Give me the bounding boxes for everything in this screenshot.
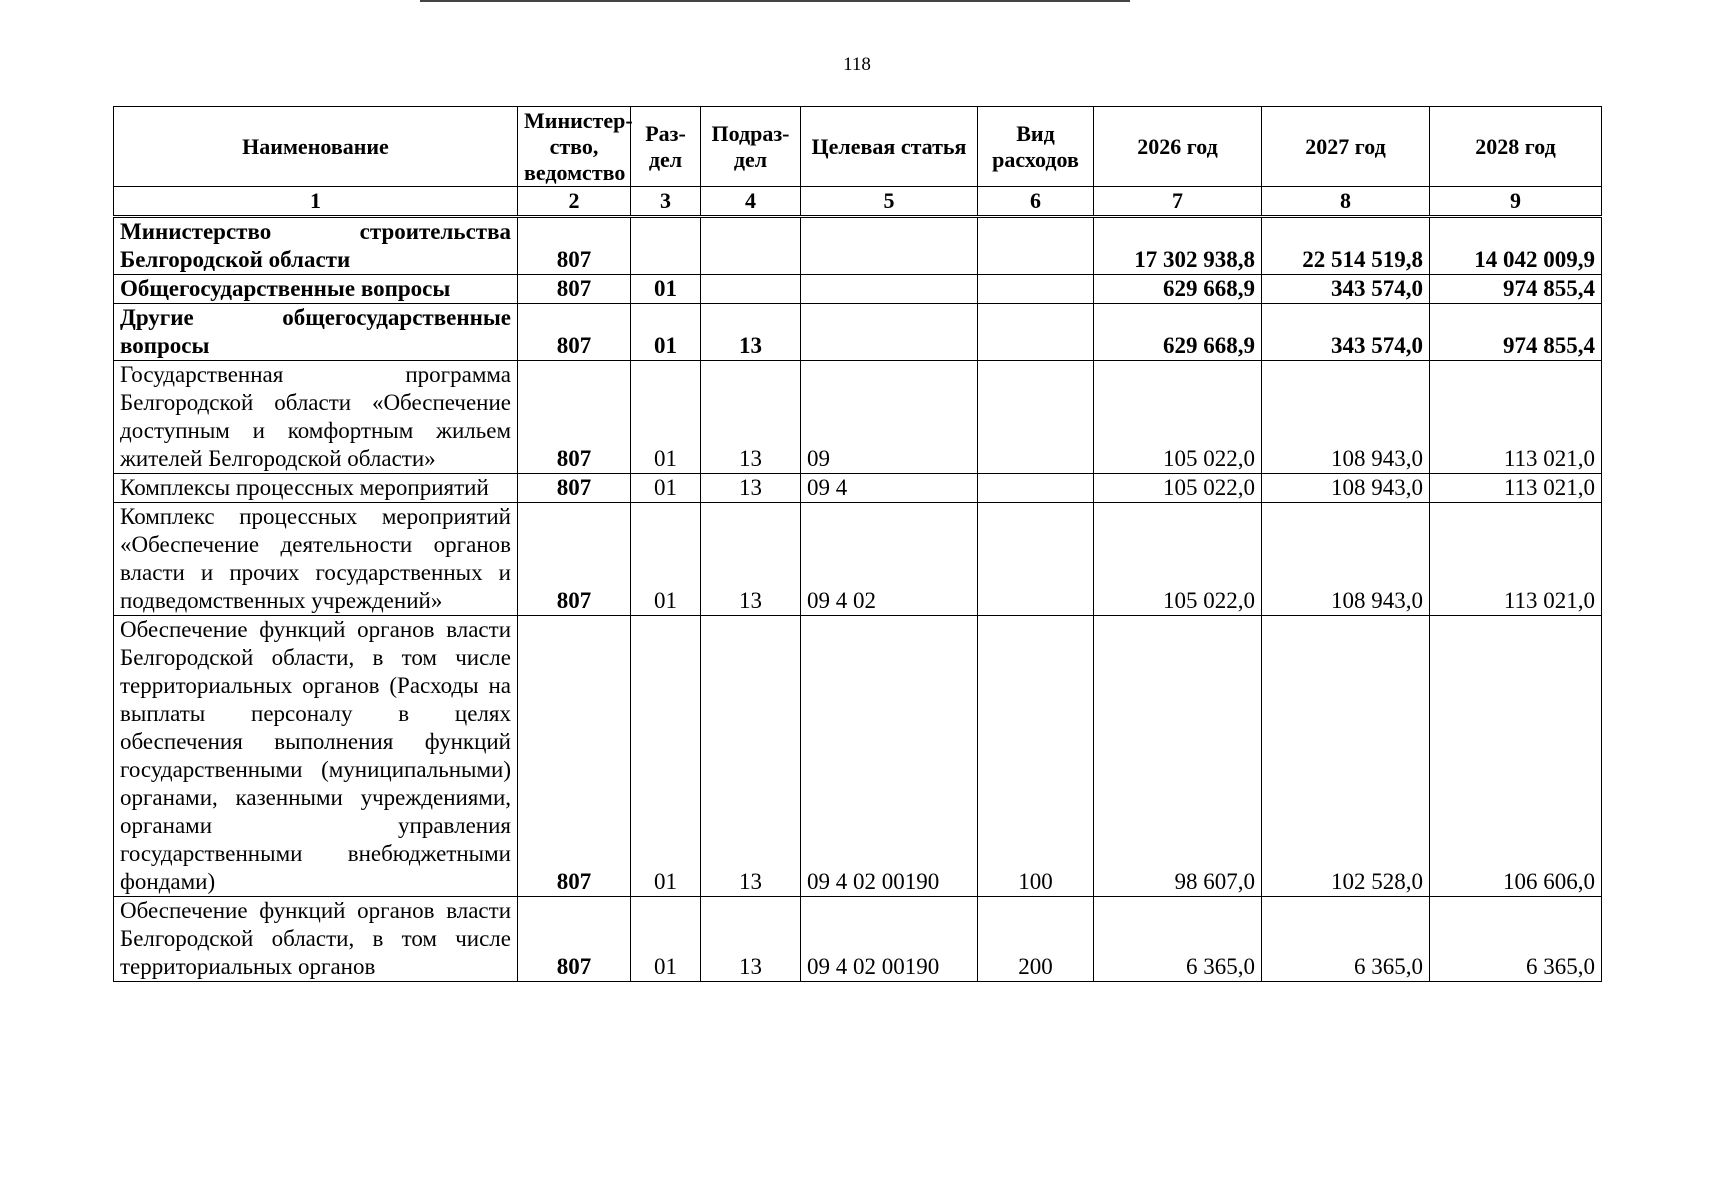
col-number-2: 2 bbox=[518, 187, 631, 217]
row-2026: 98 607,0 bbox=[1094, 616, 1262, 897]
row-2028: 113 021,0 bbox=[1430, 474, 1602, 503]
row-2026: 105 022,0 bbox=[1094, 503, 1262, 616]
row-target bbox=[801, 217, 978, 275]
row-target: 09 bbox=[801, 361, 978, 474]
col-header-subsection: Подраз-дел bbox=[701, 107, 801, 187]
row-expense-type: 200 bbox=[978, 897, 1094, 982]
row-name: Другие общегосударственные вопросы bbox=[114, 304, 518, 361]
row-2028: 6 365,0 bbox=[1430, 897, 1602, 982]
row-subsection: 13 bbox=[701, 304, 801, 361]
row-target bbox=[801, 304, 978, 361]
row-expense-type bbox=[978, 304, 1094, 361]
top-rule bbox=[420, 0, 1130, 2]
row-2027: 6 365,0 bbox=[1262, 897, 1430, 982]
col-number-7: 7 bbox=[1094, 187, 1262, 217]
row-name: Комплекс процессных мероприятий «Обеспечение деятельности органов власти и прочих государственных и подведомственных учреждений» bbox=[114, 503, 518, 616]
row-2027: 22 514 519,8 bbox=[1262, 217, 1430, 275]
row-expense-type bbox=[978, 275, 1094, 304]
row-ministry: 807 bbox=[518, 474, 631, 503]
row-expense-type bbox=[978, 474, 1094, 503]
row-ministry: 807 bbox=[518, 275, 631, 304]
row-expense-type bbox=[978, 217, 1094, 275]
row-target: 09 4 02 00190 bbox=[801, 897, 978, 982]
col-header-2028: 2028 год bbox=[1430, 107, 1602, 187]
table-row bbox=[114, 275, 1602, 304]
col-number-5: 5 bbox=[801, 187, 978, 217]
row-subsection: 13 bbox=[701, 503, 801, 616]
row-expense-type bbox=[978, 361, 1094, 474]
row-subsection bbox=[701, 275, 801, 304]
table-row bbox=[114, 897, 1602, 982]
col-header-ministry: Министер-ство, ведомство bbox=[518, 107, 631, 187]
row-name: Государственная программа Белгородской области «Обеспечение доступным и комфортным жильем жителей Белгородской области» bbox=[114, 361, 518, 474]
row-2027: 108 943,0 bbox=[1262, 361, 1430, 474]
row-section: 01 bbox=[631, 897, 701, 982]
table-row bbox=[114, 474, 1602, 503]
row-section: 01 bbox=[631, 503, 701, 616]
row-2028: 974 855,4 bbox=[1430, 275, 1602, 304]
row-subsection: 13 bbox=[701, 897, 801, 982]
row-name: Министерство строительства Белгородской области bbox=[114, 217, 518, 275]
row-ministry: 807 bbox=[518, 897, 631, 982]
row-2027: 102 528,0 bbox=[1262, 616, 1430, 897]
row-ministry: 807 bbox=[518, 503, 631, 616]
row-ministry: 807 bbox=[518, 361, 631, 474]
row-name: Обеспечение функций органов власти Белгородской области, в том числе территориальных органов (Расходы на выплаты персоналу в целях обеспечения выполнения функций государственными (муниципальными) органами, казенными учреждениями, органами управления государственными внебюджетными фондами) bbox=[114, 616, 518, 897]
row-2026: 629 668,9 bbox=[1094, 275, 1262, 304]
row-2028: 974 855,4 bbox=[1430, 304, 1602, 361]
col-header-target: Целевая статья bbox=[801, 107, 978, 187]
row-section bbox=[631, 217, 701, 275]
row-subsection bbox=[701, 217, 801, 275]
table-row bbox=[114, 217, 1602, 275]
row-section: 01 bbox=[631, 361, 701, 474]
row-2028: 106 606,0 bbox=[1430, 616, 1602, 897]
row-2028: 14 042 009,9 bbox=[1430, 217, 1602, 275]
table-row bbox=[114, 616, 1602, 897]
row-2026: 105 022,0 bbox=[1094, 474, 1262, 503]
header-row bbox=[114, 107, 1602, 187]
row-section: 01 bbox=[631, 474, 701, 503]
row-2028: 113 021,0 bbox=[1430, 361, 1602, 474]
row-2027: 108 943,0 bbox=[1262, 474, 1430, 503]
table-row bbox=[114, 304, 1602, 361]
column-number-row bbox=[114, 187, 1602, 217]
row-name: Комплексы процессных мероприятий bbox=[114, 474, 518, 503]
row-expense-type: 100 bbox=[978, 616, 1094, 897]
budget-table bbox=[113, 106, 1602, 982]
col-header-section: Раз-дел bbox=[631, 107, 701, 187]
row-target: 09 4 bbox=[801, 474, 978, 503]
row-expense-type bbox=[978, 503, 1094, 616]
col-header-2027: 2027 год bbox=[1262, 107, 1430, 187]
row-2027: 108 943,0 bbox=[1262, 503, 1430, 616]
table-row bbox=[114, 503, 1602, 616]
col-header-name: Наименование bbox=[114, 107, 518, 187]
col-number-1: 1 bbox=[114, 187, 518, 217]
col-header-2026: 2026 год bbox=[1094, 107, 1262, 187]
row-name: Общегосударственные вопросы bbox=[114, 275, 518, 304]
row-2028: 113 021,0 bbox=[1430, 503, 1602, 616]
col-number-9: 9 bbox=[1430, 187, 1602, 217]
row-target bbox=[801, 275, 978, 304]
row-ministry: 807 bbox=[518, 304, 631, 361]
row-2027: 343 574,0 bbox=[1262, 275, 1430, 304]
row-section: 01 bbox=[631, 275, 701, 304]
col-number-6: 6 bbox=[978, 187, 1094, 217]
row-2027: 343 574,0 bbox=[1262, 304, 1430, 361]
row-ministry: 807 bbox=[518, 217, 631, 275]
row-ministry: 807 bbox=[518, 616, 631, 897]
row-section: 01 bbox=[631, 304, 701, 361]
row-2026: 105 022,0 bbox=[1094, 361, 1262, 474]
row-target: 09 4 02 bbox=[801, 503, 978, 616]
col-number-3: 3 bbox=[631, 187, 701, 217]
table-row bbox=[114, 361, 1602, 474]
row-subsection: 13 bbox=[701, 474, 801, 503]
row-subsection: 13 bbox=[701, 616, 801, 897]
col-number-4: 4 bbox=[701, 187, 801, 217]
row-section: 01 bbox=[631, 616, 701, 897]
page-number: 118 bbox=[843, 54, 871, 75]
row-2026: 6 365,0 bbox=[1094, 897, 1262, 982]
row-target: 09 4 02 00190 bbox=[801, 616, 978, 897]
row-subsection: 13 bbox=[701, 361, 801, 474]
row-name: Обеспечение функций органов власти Белгородской области, в том числе территориальных органов bbox=[114, 897, 518, 982]
col-number-8: 8 bbox=[1262, 187, 1430, 217]
row-2026: 629 668,9 bbox=[1094, 304, 1262, 361]
col-header-expense-type: Вид расходов bbox=[978, 107, 1094, 187]
row-2026: 17 302 938,8 bbox=[1094, 217, 1262, 275]
